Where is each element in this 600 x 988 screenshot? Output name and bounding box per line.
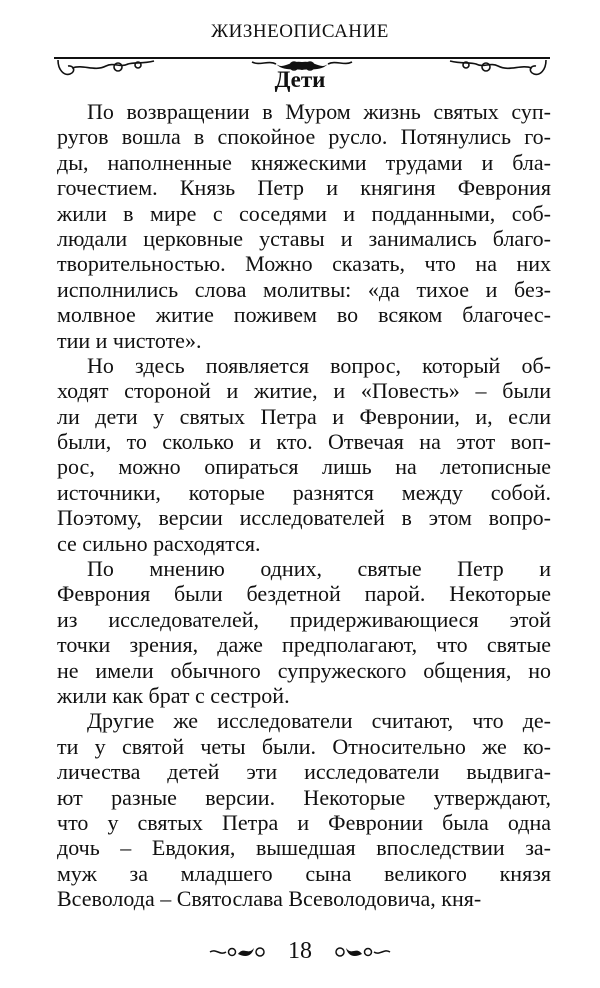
text-line: муж за младшего сына великого князя	[57, 860, 551, 886]
text-line: Но здесь появляется вопрос, который об-	[87, 352, 551, 378]
text-line: ют разные версии. Некоторые утверждают,	[57, 784, 551, 810]
page-footer	[0, 936, 600, 966]
text-line: личества детей эти исследователи выдвига-	[57, 759, 551, 785]
page-number: 18	[288, 938, 312, 964]
footer-ornament-left-icon	[208, 942, 268, 962]
text-line: гочестием. Князь Петр и княгиня Феврония	[57, 175, 551, 201]
paragraph	[57, 353, 551, 556]
text-line: ходят стороной и житие, и «Повесть» – были	[57, 378, 551, 404]
text-line: Другие же исследователи считают, что де-	[87, 708, 551, 734]
paragraph	[57, 99, 551, 353]
text-line: ды, наполненные княжескими трудами и бла-	[57, 149, 551, 175]
text-line: По возвращении в Муром жизнь святых суп-	[87, 99, 551, 124]
footer-ornament-right-icon	[332, 942, 392, 962]
text-line: Поэтому, версии исследователей в этом вопро-	[57, 505, 551, 531]
text-line: источники, которые разнятся между собой.	[57, 479, 551, 505]
text-line: тии и чистоте».	[57, 327, 202, 353]
text-line: не имели обычного супружеского общения, но	[57, 657, 551, 683]
text-line: ти у святой четы были. Относительно же ко-	[57, 733, 551, 759]
text-line: молвное житие поживем во всяком благочес-	[57, 302, 551, 328]
text-line: Феврония были бездетной парой. Некоторые	[57, 581, 551, 607]
text-line: По мнению одних, святые Петр и	[87, 556, 551, 582]
text-line: ли дети у святых Петра и Февронии, и, если	[57, 403, 551, 429]
text-line: рос, можно опираться лишь на летописные	[57, 454, 551, 480]
paragraph	[57, 708, 551, 911]
text-line: дочь – Евдокия, вышедшая впоследствии за-	[57, 835, 551, 861]
text-line: были, то сколько и кто. Отвечая на этот воп-	[57, 429, 551, 455]
text-line: жили в мире с соседями и подданными, соб-	[57, 200, 551, 226]
text-line: что у святых Петра и Февронии была одна	[57, 809, 551, 835]
body-text	[57, 99, 551, 912]
text-line: Всеволода – Святослава Всеволодовича, кня-	[57, 886, 482, 912]
section-title: Дети	[274, 67, 326, 92]
text-line: се сильно расходятся.	[57, 530, 261, 556]
text-line: точки зрения, даже предполагают, что святые	[57, 632, 551, 658]
text-line: творительностью. Можно сказать, что на них	[57, 251, 551, 277]
paragraph	[57, 556, 551, 708]
running-head: ЖИЗНЕОПИСАНИЕ	[211, 21, 389, 42]
text-line: людали церковные уставы и занимались благо-	[57, 225, 551, 251]
text-line: исполнились слова молитвы: «да тихое и без-	[57, 276, 551, 302]
text-line: жили как брат с сестрой.	[57, 682, 290, 708]
text-line: ругов вошла в спокойное русло. Потянулись го-	[57, 124, 551, 150]
text-line: из исследователей, придерживающиеся этой	[57, 606, 551, 632]
